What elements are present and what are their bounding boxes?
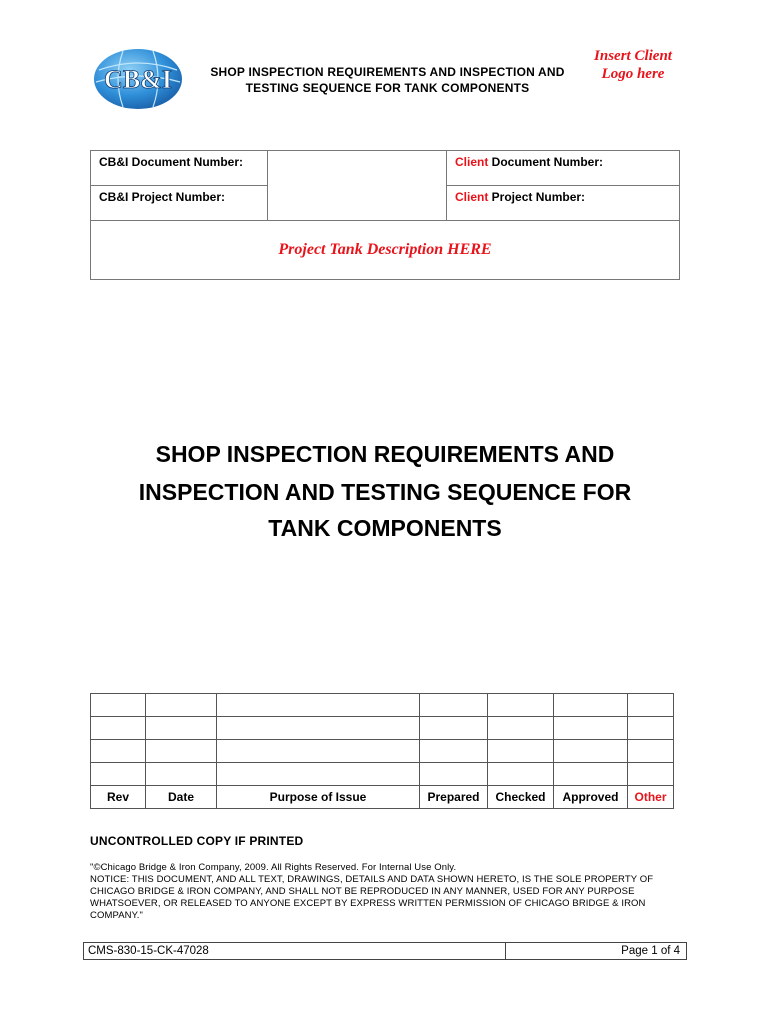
main-title: [80, 436, 690, 546]
header-title: [200, 64, 575, 96]
svg-text:CB&I: CB&I: [104, 65, 172, 94]
cbi-project-number-label: CB&I Project Number:: [91, 186, 268, 221]
main-title-line3: TANK COMPONENTS: [268, 515, 502, 541]
copyright-notice: [90, 862, 690, 922]
client-logo-line2: Logo here: [601, 66, 665, 82]
header-purpose: Purpose of Issue: [217, 786, 420, 809]
header-title-line2: TESTING SEQUENCE FOR TANK COMPONENTS: [245, 81, 530, 95]
client-logo-line1: Insert Client: [594, 48, 672, 64]
footer-divider: [505, 943, 506, 959]
project-tank-description: Project Tank Description HERE: [91, 221, 680, 280]
cbi-logo: [93, 48, 183, 110]
revision-row: [91, 694, 674, 717]
revision-row: [91, 763, 674, 786]
document-number-value-cell: [268, 151, 447, 221]
client-document-number-label: Client Document Number:: [447, 151, 680, 186]
header-prepared: Prepared: [420, 786, 488, 809]
header-title-line1: SHOP INSPECTION REQUIREMENTS AND INSPECTION AND: [210, 65, 565, 79]
client-word: Client: [455, 155, 489, 169]
revision-table: [90, 693, 674, 809]
uncontrolled-copy-notice: UNCONTROLLED COPY IF PRINTED: [90, 834, 304, 848]
revision-row: [91, 717, 674, 740]
header-approved: Approved: [554, 786, 628, 809]
footer-page-number: Page 1 of 4: [621, 945, 680, 957]
copyright-line: "©Chicago Bridge & Iron Company, 2009. All Rights Reserved. For Internal Use Only.: [90, 862, 457, 873]
document-number-table: [90, 150, 680, 280]
revision-header-row: [91, 786, 674, 809]
notice-text: NOTICE: THIS DOCUMENT, AND ALL TEXT, DRAWINGS, DETAILS AND DATA SHOWN HERETO, IS THE SOLE PROPERTY OF CHICAGO BRIDGE & IRON COMPANY, AND SHALL NOT BE REPRODUCED IN ANY MANNER, USED FOR ANY PURPOSE WHATSOEVER, OR RELEASED TO ANYONE EXCEPT BY EXPRESS WRITTEN PERMISSION OF CHICAGO BRIDGE & IRON COMPANY.": [90, 874, 654, 921]
client-project-number-label: Client Project Number:: [447, 186, 680, 221]
client-word: Client: [455, 190, 489, 204]
header-checked: Checked: [488, 786, 554, 809]
footer-doc-code: CMS-830-15-CK-47028: [88, 945, 209, 957]
footer: [83, 942, 687, 960]
main-title-line2: INSPECTION AND TESTING SEQUENCE FOR: [138, 479, 632, 505]
main-title-line1: SHOP INSPECTION REQUIREMENTS AND: [155, 441, 615, 467]
cbi-document-number-label: CB&I Document Number:: [91, 151, 268, 186]
header-rev: Rev: [91, 786, 146, 809]
header-other: Other: [628, 786, 674, 809]
client-logo-placeholder: [590, 47, 676, 83]
header-date: Date: [146, 786, 217, 809]
revision-row: [91, 740, 674, 763]
